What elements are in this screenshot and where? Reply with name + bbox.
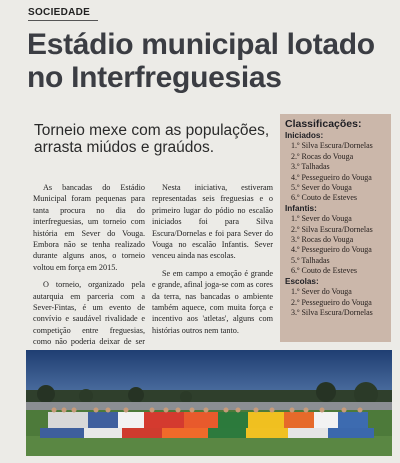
classifications-box	[280, 114, 391, 342]
ranking-item: 2.º Silva Escura/Dornelas	[291, 224, 373, 234]
ranking-item: 4.º Pessegueiro do Vouga	[291, 172, 372, 182]
ranking-item: 6.º Couto de Esteves	[291, 193, 358, 203]
article-column-1	[33, 182, 145, 377]
paragraph: Se em campo a emoção é grande e grande, afinal joga-se com as cores da terra, nas bancadas o ambiente também aquece, com muita força e incentivo aos 'atletas', alguns com histórias outros nem tanto.	[152, 268, 273, 335]
ranking-item: 2.º Rocas do Vouga	[291, 151, 354, 161]
ranking-item: 6.º Couto de Esteves	[291, 266, 358, 276]
group-infantis: Infantis:	[285, 203, 317, 213]
headline: Estádio municipal lotado no Interfreguesias	[27, 28, 375, 94]
paragraph: As bancadas do Estádio Municipal foram pequenas para tanta procura no dia do interfreguesias, um torneio com história em Sever do Vouga. Embora não se tenha realizado durante alguns anos, o torneio voltou em força em 2015.	[33, 183, 145, 272]
paragraph: O torneio, organizado pela autarquia em parceria com a Sever-Fintas, é um evento de convívio e saudável rivalidade e competição entre freguesias, como não poderia deixar de ser	[33, 280, 145, 347]
group-iniciados: Iniciados:	[285, 131, 324, 140]
ranking-item: 3.º Talhadas	[291, 162, 330, 172]
standfirst: Torneio mexe com as populações, arrasta miúdos e graúdos.	[34, 122, 270, 156]
ranking-item: 5.º Sever do Vouga	[291, 183, 352, 193]
section-rule	[28, 20, 98, 21]
ranking-item: 5.º Talhadas	[291, 255, 330, 265]
group-escolas: Escolas:	[285, 276, 319, 286]
ranking-item: 1.º Silva Escura/Dornelas	[291, 141, 373, 151]
ranking-item: 1.º Sever do Vouga	[291, 214, 352, 224]
section-label: SOCIEDADE	[28, 7, 91, 18]
paragraph: Nesta iniciativa, estiveram representadas seis freguesias e o primeiro lugar do pódio no escalão iniciados foi para Silva Escura/Dornelas e foi para Sever do Vouga no escalão Infantis. Sever venceu ainda nas escolas.	[152, 183, 273, 261]
ranking-item: 1.º Sever do Vouga	[291, 287, 352, 297]
team-photo	[26, 350, 392, 456]
ranking-item: 4.º Pessegueiro do Vouga	[291, 245, 372, 255]
ranking-item: 2.º Pessegueiro do Vouga	[291, 297, 372, 307]
ranking-item: 3.º Rocas do Vouga	[291, 235, 354, 245]
ranking-item: 3.º Silva Escura/Dornelas	[291, 307, 373, 317]
classifications-title: Classificações:	[285, 118, 362, 130]
article-column-2	[152, 182, 273, 342]
